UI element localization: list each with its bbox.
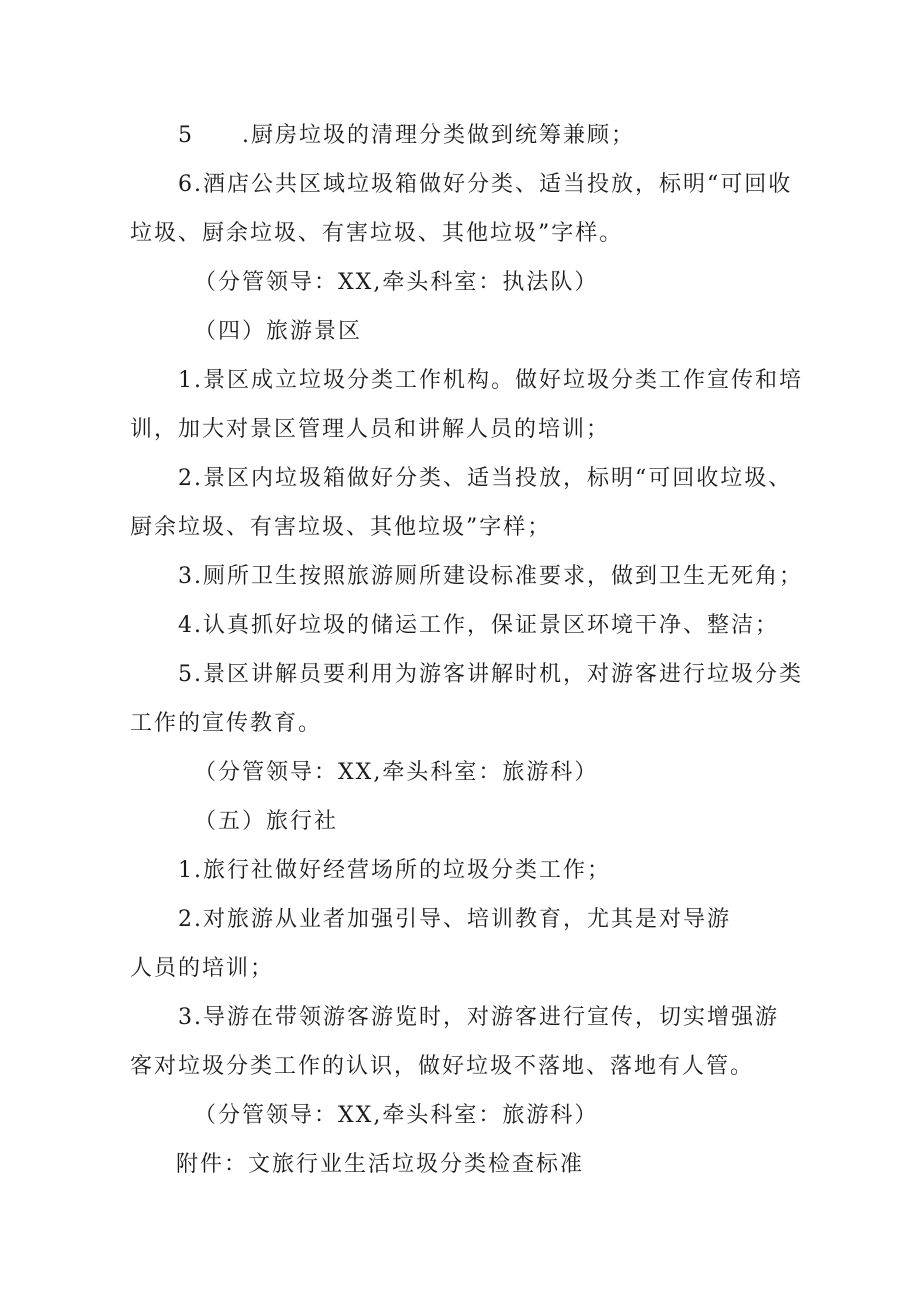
item-scenic-org: 1.景区成立垃圾分类工作机构。做好垃圾分类工作宣传和培 bbox=[178, 368, 803, 393]
section-heading-travel-agencies: （五）旅行社 bbox=[194, 809, 339, 834]
responsibility-note: （分管领导：XX,牵头科室：旅游科） bbox=[194, 760, 599, 785]
item-scenic-bins: 2.景区内垃圾箱做好分类、适当投放，标明“可回收垃圾、 bbox=[178, 466, 793, 491]
item-hotel-bins: 6.酒店公共区域垃圾箱做好分类、适当投放，标明“可回收 bbox=[178, 172, 793, 197]
item-scenic-org-cont: 训，加大对景区管理人员和讲解人员的培训； bbox=[130, 417, 611, 442]
item-scenic-bins-cont: 厨余垃圾、有害垃圾、其他垃圾”字样； bbox=[130, 515, 552, 540]
item-guide-education: 5.景区讲解员要利用为游客讲解时机，对游客进行垃圾分类 bbox=[178, 662, 803, 687]
item-kitchen-waste: 5 .厨房垃圾的清理分类做到统筹兼顾； bbox=[178, 123, 635, 148]
item-storage-transport: 4.认真抓好垃圾的储运工作，保证景区环境干净、整洁； bbox=[178, 613, 779, 638]
item-toilet-hygiene: 3.厕所卫生按照旅游厕所建设标准要求，做到卫生无死角； bbox=[178, 564, 803, 589]
item-agency-premises: 1.旅行社做好经营场所的垃圾分类工作； bbox=[178, 858, 611, 883]
item-tour-guide-promotion-cont: 客对垃圾分类工作的认识，做好垃圾不落地、落地有人管。 bbox=[130, 1054, 755, 1079]
responsibility-note: （分管领导：XX,牵头科室：旅游科） bbox=[194, 1103, 599, 1128]
item-practitioner-training-cont: 人员的培训； bbox=[130, 956, 275, 981]
item-practitioner-training: 2.对旅游从业者加强引导、培训教育，尤其是对导游 bbox=[178, 907, 731, 932]
item-tour-guide-promotion: 3.导游在带领游客游览时，对游客进行宣传，切实增强游 bbox=[178, 1005, 779, 1030]
section-heading-scenic-areas: （四）旅游景区 bbox=[194, 319, 363, 344]
item-hotel-bins-cont: 垃圾、厨余垃圾、有害垃圾、其他垃圾”字样。 bbox=[130, 221, 624, 246]
attachment-note: 附件：文旅行业生活垃圾分类检查标准 bbox=[176, 1152, 585, 1177]
responsibility-note: （分管领导：XX,牵头科室：执法队） bbox=[194, 270, 599, 295]
item-guide-education-cont: 工作的宣传教育。 bbox=[130, 711, 323, 736]
